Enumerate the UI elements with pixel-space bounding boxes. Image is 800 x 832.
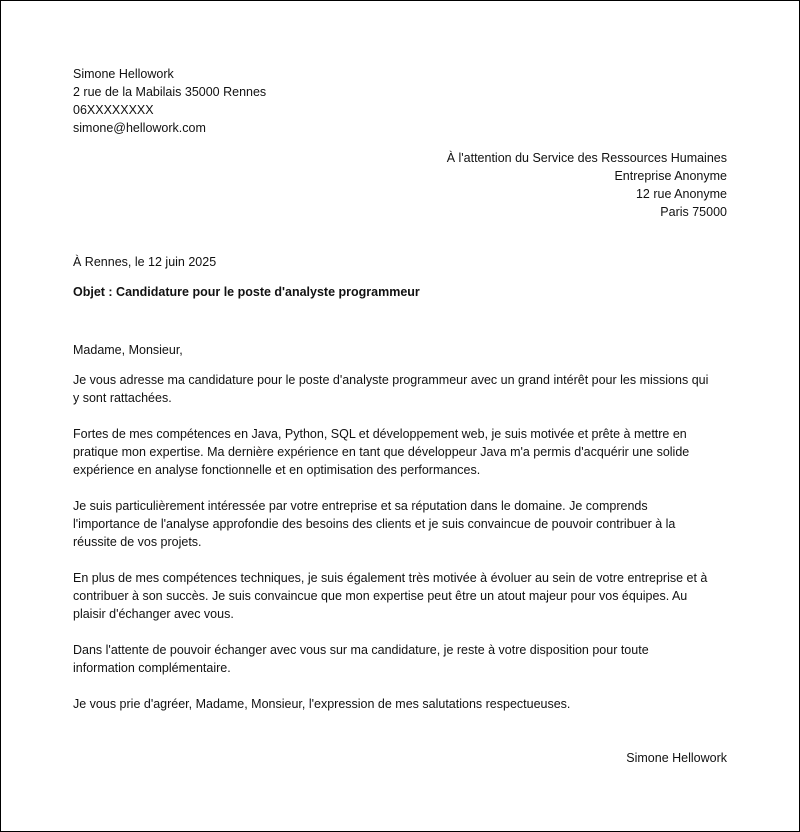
paragraph-line: Je suis particulièrement intéressée par votre entreprise et sa réputation dans le domaine. Je comprends xyxy=(73,499,648,513)
sender-address: 2 rue de la Mabilais 35000 Rennes xyxy=(73,85,267,99)
sender-phone: 06XXXXXXXX xyxy=(73,103,154,117)
letter-greeting: Madame, Monsieur, xyxy=(73,343,183,357)
body-paragraph xyxy=(73,569,729,623)
recipient-attention: À l'attention du Service des Ressources Humaines xyxy=(446,151,727,165)
recipient-block xyxy=(447,149,727,221)
paragraph-line: plaisir d'échanger avec vous. xyxy=(73,607,234,621)
recipient-city: Paris 75000 xyxy=(660,205,727,219)
sender-block xyxy=(73,65,266,137)
body-paragraph xyxy=(73,371,729,407)
sender-email: simone@hellowork.com xyxy=(73,121,206,135)
closing-paragraph xyxy=(73,695,729,713)
paragraph-line: réussite de vos projets. xyxy=(73,535,202,549)
letter-signature: Simone Hellowork xyxy=(626,751,727,765)
sender-name: Simone Hellowork xyxy=(73,67,174,81)
paragraph-line: contribuer à son succès. Je suis convaincue que mon expertise peut être un atout majeur pour vos équipes. Au xyxy=(73,589,688,603)
recipient-company: Entreprise Anonyme xyxy=(614,169,727,183)
letter-body xyxy=(73,341,729,731)
paragraph-line: En plus de mes compétences techniques, je suis également très motivée à évoluer au sein de votre entreprise et à xyxy=(73,571,708,585)
paragraph-line: Je vous prie d'agréer, Madame, Monsieur, l'expression de mes salutations respectueuses. xyxy=(73,697,571,711)
letter-date: À Rennes, le 12 juin 2025 xyxy=(73,255,217,269)
body-paragraph xyxy=(73,497,729,551)
body-paragraph xyxy=(73,425,729,479)
paragraph-line: Fortes de mes compétences en Java, Python, SQL et développement web, je suis motivée et prête à mettre en xyxy=(73,427,687,441)
body-paragraph xyxy=(73,641,729,677)
recipient-street: 12 rue Anonyme xyxy=(635,187,727,201)
paragraph-line: y sont rattachées. xyxy=(73,391,172,405)
paragraph-line: pratique mon expertise. Ma dernière expérience en tant que développeur Java m'a permis d'acquérir une solide xyxy=(73,445,690,459)
paragraph-line: Je vous adresse ma candidature pour le poste d'analyste programmeur avec un grand intérêt pour les missions qui xyxy=(73,373,709,387)
letter-subject: Objet : Candidature pour le poste d'analyste programmeur xyxy=(73,285,420,299)
paragraph-line: Dans l'attente de pouvoir échanger avec vous sur ma candidature, je reste à votre disposition pour toute xyxy=(73,643,649,657)
paragraph-line: expérience en analyse fonctionnelle et en optimisation des performances. xyxy=(73,463,481,477)
paragraph-line: l'importance de l'analyse approfondie des besoins des clients et je suis convaincue de pouvoir contribuer à la xyxy=(73,517,676,531)
paragraph-line: information complémentaire. xyxy=(73,661,231,675)
